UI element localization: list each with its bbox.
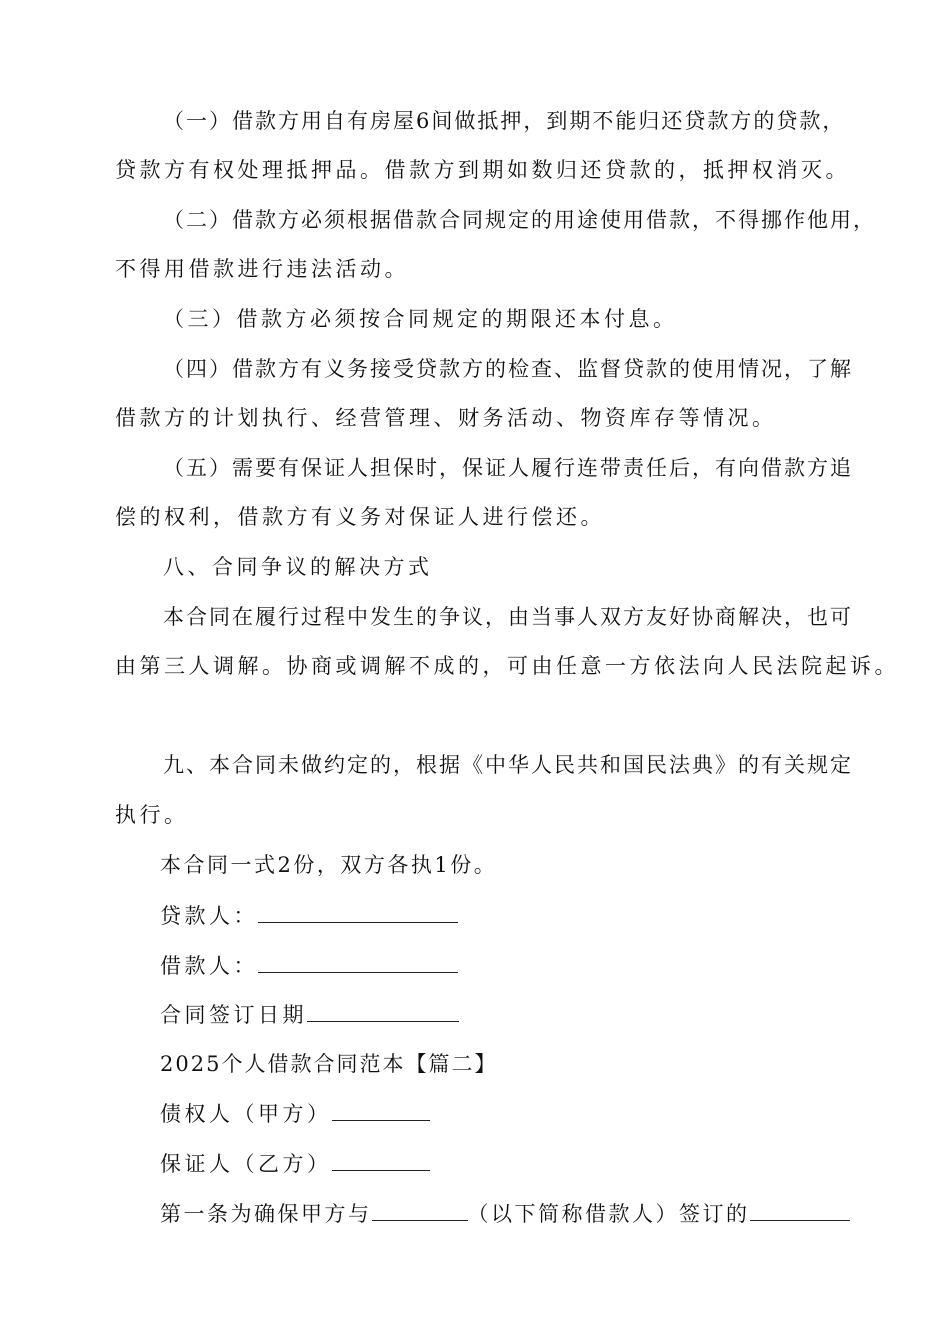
borrower-signature-line	[160, 950, 458, 981]
paragraph-5-line-2: 偿的权利，借款方有义务对保证人进行偿还。	[115, 505, 605, 529]
paragraph-2-line-2: 不得用借款进行违法活动。	[115, 257, 409, 281]
section-title: 2025个人借款合同范本【篇二】	[160, 1052, 498, 1076]
paragraph-3: （三）借款方必须按合同规定的期限还本付息。	[163, 307, 678, 331]
guarantor-blank	[332, 1148, 430, 1171]
paragraph-4-line-2: 借款方的计划执行、经营管理、财务活动、物资库存等情况。	[115, 406, 777, 430]
paragraph-5-line-1: （五）需要有保证人担保时，保证人履行连带责任后，有向借款方追	[163, 456, 853, 480]
article-1-blank-2	[750, 1198, 850, 1221]
paragraph-2-line-1: （二）借款方必须根据借款合同规定的用途使用借款，不得挪作他用，	[163, 208, 876, 232]
section-8-title: 八、合同争议的解决方式	[163, 555, 433, 579]
guarantor-line	[160, 1148, 430, 1179]
section-8-line-2: 由第三人调解。协商或调解不成的，可由任意一方依法向人民法院起诉。	[115, 654, 899, 678]
creditor-blank	[332, 1098, 430, 1121]
paragraph-1-line-2: 贷款方有权处理抵押品。借款方到期如数归还贷款的，抵押权消灭。	[115, 158, 850, 182]
article-1-part-a: 第一条为确保甲方与	[160, 1202, 372, 1226]
article-1-blank-1	[372, 1198, 468, 1221]
creditor-line	[160, 1098, 430, 1129]
section-9-line-2: 执行。	[115, 803, 189, 827]
creditor-label: 债权人（甲方）	[160, 1102, 332, 1126]
lender-signature-blank	[258, 900, 458, 923]
paragraph-1-line-1: （一）借款方用自有房屋6间做抵押，到期不能归还贷款方的贷款，	[163, 109, 846, 133]
contract-date-label: 合同签订日期	[160, 1003, 307, 1027]
section-8-line-1: 本合同在履行过程中发生的争议，由当事人双方友好协商解决，也可	[163, 605, 853, 629]
article-1-line	[160, 1198, 850, 1229]
borrower-label: 借款人：	[160, 954, 258, 978]
guarantor-label: 保证人（乙方）	[160, 1152, 332, 1176]
borrower-signature-blank	[258, 950, 458, 973]
lender-signature-line	[160, 900, 458, 931]
paragraph-4-line-1: （四）借款方有义务接受贷款方的检查、监督贷款的使用情况，了解	[163, 357, 853, 381]
section-9-line-1: 九、本合同未做约定的，根据《中华人民共和国民法典》的有关规定	[163, 753, 853, 777]
article-1-part-b: （以下简称借款人）签订的	[467, 1202, 750, 1226]
contract-date-blank	[307, 999, 459, 1022]
copies-clause: 本合同一式2份，双方各执1份。	[160, 853, 498, 877]
contract-date-line	[160, 999, 459, 1030]
lender-label: 贷款人：	[160, 904, 258, 928]
